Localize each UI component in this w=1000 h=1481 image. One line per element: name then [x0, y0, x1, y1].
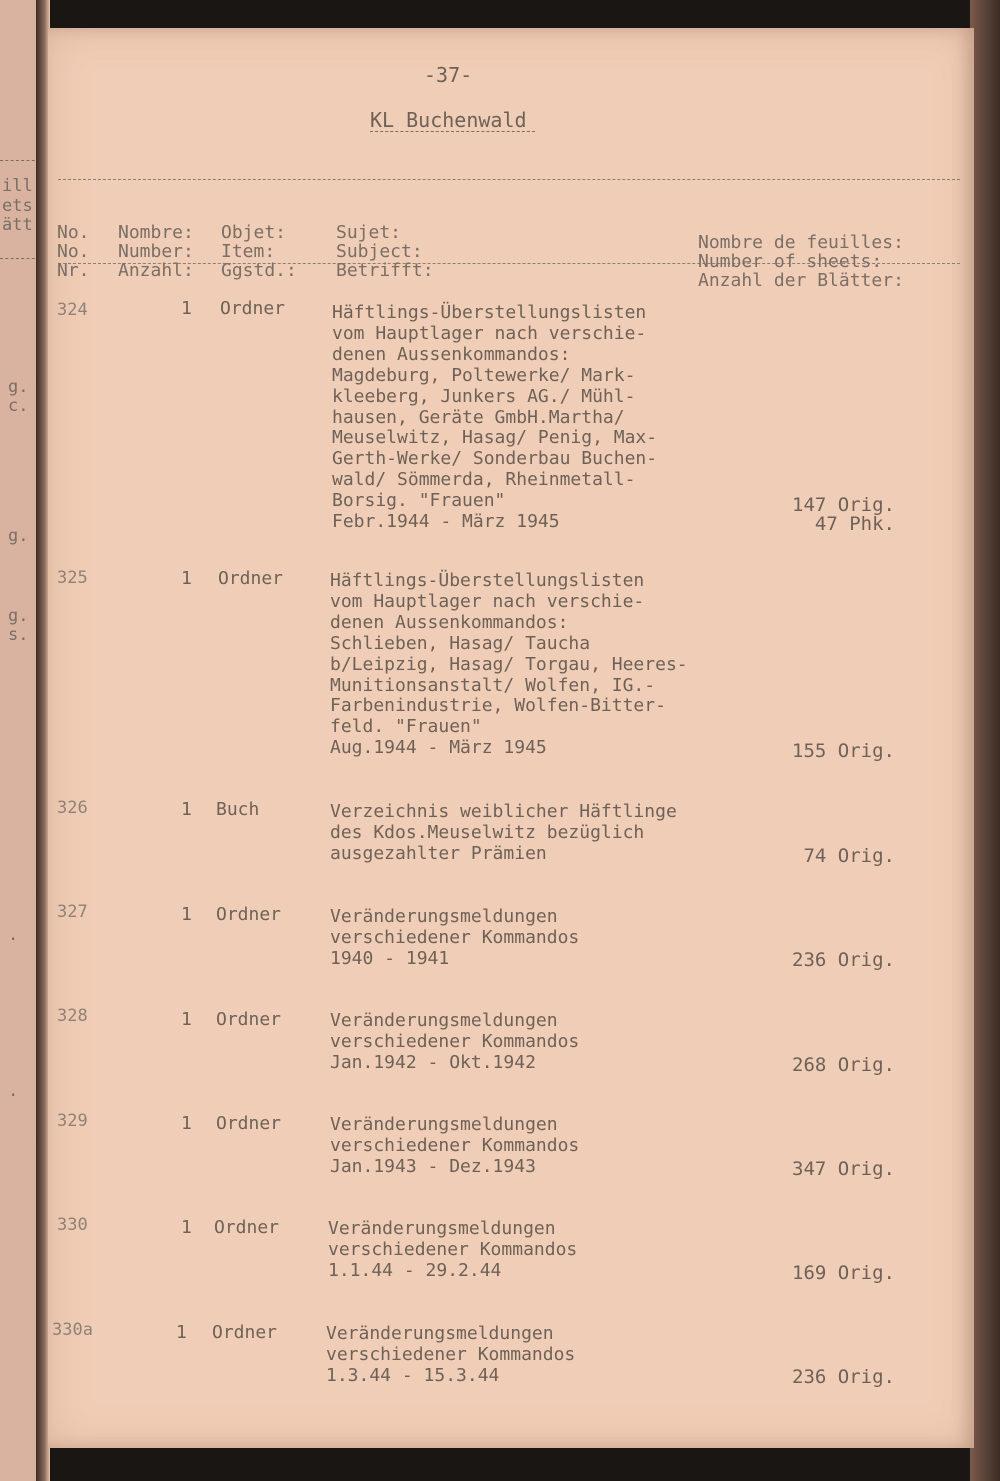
facing-page-fragment: .: [8, 1081, 19, 1101]
entry-count: 1: [181, 298, 192, 319]
entry-item: Ordner: [216, 1009, 282, 1030]
entry-item: Ordner: [216, 904, 282, 925]
header-no: No. No. Nr.: [57, 222, 90, 281]
binding-edge: [970, 0, 1000, 1481]
page-number: -37-: [424, 63, 473, 87]
facing-page-fragment: c.: [8, 396, 29, 416]
entry-number: 325: [57, 568, 88, 588]
entry-sheets: 147 Orig. 47 Phk.: [792, 494, 895, 535]
header-subject: Sujet: Subject: Betrifft:: [336, 222, 434, 281]
entry-sheets: 347 Orig.: [792, 1158, 895, 1180]
entry-sheets: 236 Orig.: [792, 949, 895, 971]
entry-number: 330a: [52, 1320, 93, 1340]
entry-item: Ordner: [212, 1322, 278, 1343]
facing-page-fragment: g.: [8, 377, 29, 397]
entry-number: 327: [57, 902, 88, 922]
facing-page-fragment: ets: [2, 196, 33, 216]
facing-page-fragment: s.: [8, 625, 29, 645]
header-count: Nombre: Number: Anzahl:: [118, 222, 194, 281]
entry-sheets: 169 Orig.: [792, 1262, 895, 1284]
entry-item: Ordner: [216, 1113, 282, 1134]
entry-count: 1: [181, 904, 192, 925]
facing-page-fragment: g.: [8, 606, 29, 626]
entry-count: 1: [181, 799, 192, 820]
entry-subject: Veränderungsmeldungen verschiedener Kommandos 1940 - 1941: [330, 906, 580, 969]
entry-count: 1: [181, 1009, 192, 1030]
entry-number: 326: [57, 798, 88, 818]
header-rule-top: [58, 179, 960, 180]
entry-subject: Veränderungsmeldungen verschiedener Kommandos Jan.1942 - Okt.1942: [330, 1010, 580, 1073]
facing-page-fragment: g.: [8, 526, 29, 546]
facing-page-edge: [0, 0, 40, 1481]
entry-count: 1: [176, 1322, 187, 1343]
entry-sheets: 236 Orig.: [792, 1366, 895, 1388]
entry-subject: Häftlings-Überstellungslisten vom Hauptlager nach verschie- denen Aussenkommandos: Magdeburg, Poltewerke/ Mark- kleeberg, Junkers AG./ Mühl- hausen, Geräte GmbH.Martha/ Meuselwitz, Hasag/ Penig, Max- Gerth-Werke/ Sonderbau Buchen- wald/ Sömmerda, Rheinmetall- Borsig. "Frauen" Febr.1944 - März 1945: [332, 302, 658, 533]
entry-count: 1: [181, 1217, 192, 1238]
entry-item: Buch: [216, 799, 260, 820]
entry-subject: Häftlings-Überstellungslisten vom Hauptlager nach verschie- denen Aussenkommandos: Schlieben, Hasag/ Taucha b/Leipzig, Hasag/ Torgau, Heeres- Munitionsanstalt/ Wolfen, IG.- Farbenindustrie, Wolfen-Bitter- feld. "Frauen" Aug.1944 - März 1945: [330, 570, 688, 759]
header-sheets: Nombre de feuilles: Number of sheets: Anzahl der Blätter:: [698, 232, 904, 291]
entry-sheets: 74 Orig.: [803, 845, 895, 867]
entry-item: Ordner: [220, 298, 286, 319]
facing-page-fragment: ätt: [2, 215, 33, 235]
entry-sheets: 268 Orig.: [792, 1054, 895, 1076]
title-underline: [370, 131, 535, 132]
header-item: Objet: Item: Ggstd.:: [221, 222, 297, 281]
entry-count: 1: [181, 568, 192, 589]
entry-number: 324: [57, 300, 88, 320]
entry-sheets: 155 Orig.: [792, 740, 895, 762]
entry-subject: Veränderungsmeldungen verschiedener Kommandos 1.3.44 - 15.3.44: [326, 1323, 576, 1386]
entry-number: 330: [57, 1215, 88, 1235]
entry-item: Ordner: [214, 1217, 280, 1238]
facing-page-fragment: .: [8, 925, 19, 945]
entry-subject: Veränderungsmeldungen verschiedener Kommandos 1.1.44 - 29.2.44: [328, 1218, 578, 1281]
entry-item: Ordner: [218, 568, 284, 589]
entry-number: 329: [57, 1111, 88, 1131]
entry-number: 328: [57, 1006, 88, 1026]
facing-page-fragment: ill: [2, 176, 33, 196]
entry-subject: Veränderungsmeldungen verschiedener Kommandos Jan.1943 - Dez.1943: [330, 1114, 580, 1177]
entry-subject: Verzeichnis weiblicher Häftlinge des Kdos.Meuselwitz bezüglich ausgezahlter Prämien: [330, 801, 677, 864]
page-title: KL Buchenwald: [370, 108, 527, 132]
entry-count: 1: [181, 1113, 192, 1134]
